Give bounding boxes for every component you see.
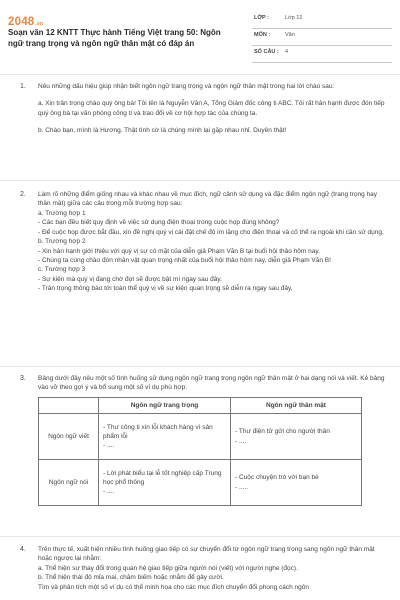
usage-table [38,397,362,506]
table-row [39,460,362,506]
divider [0,180,400,181]
table-row [39,414,362,460]
divider [0,536,400,537]
meta-label-lop: LỚP : [254,15,269,21]
table-header-cell: Ngôn ngữ thân mật [231,397,362,413]
cell-text: - Cuộc chuyện trò với bạn bè [235,474,319,482]
cell-text: - .... [235,437,247,445]
table-header-cell [39,397,99,413]
question-2 [20,190,388,294]
cell-text: - Lời phát biểu tại lễ tốt nghiệp cấp Trung học phổ thông [103,469,222,487]
document-header [0,0,400,68]
meta-value-so-cau: 4 [285,49,289,55]
question-body [38,545,388,592]
question-text: a. Trường hợp 1 [38,209,86,217]
question-text: b. Trường hợp 2 [38,238,86,246]
table-row-label: Ngôn ngữ viết [39,414,99,460]
question-body [38,82,388,136]
question-text: Nêu những dấu hiệu giúp nhận biết ngôn ngữ trang trọng và ngôn ngữ thân mật trong hai lời chào sau: [38,83,335,90]
question-body [38,374,388,506]
question-text: - Các bạn đều biết quy định về việc sử dụng điện thoại trong cuộc họp đúng không? [38,219,280,227]
cell-text: - Thư điện tử gửi cho người thân [235,428,330,436]
table-header-cell: Ngôn ngữ trang trọng [99,397,231,413]
question-4 [20,545,388,592]
question-number: 1. [20,83,26,90]
meta-label-mon: MÔN : [254,32,271,38]
cell-text: - Thư công ti xin lỗi khách hàng vì sản phẩm lỗi [103,423,213,441]
question-text: c. Trường hợp 3 [38,266,86,274]
table-row-label: Ngôn ngữ nói [39,460,99,506]
cell-text: - ..... [235,483,248,491]
question-text: - Sự kiện mà quý vị đang chờ đợi sẽ được bật mí ngay sau đây. [38,275,222,283]
meta-row-so-cau [252,46,392,63]
divider [0,366,400,367]
table-header-row [39,397,362,413]
question-text: Bảng dưới đây nêu một số tình huống sử dụng ngôn ngữ trang trọng ngôn ngữ thân mật ở hai dạng nói và viết. Kẻ bảng vào vở theo gợi ý và bổ sung một số ví dụ phù hợp: [38,375,385,392]
brand-tld: .vn [35,21,44,27]
cell-text: - .... [103,442,115,450]
question-text: - Chúng ta cùng chào đón nhân vật quan trọng nhất của buổi hội thảo hôm nay, diễn giả Phạm Văn B! [38,256,331,264]
meta-row-mon [252,29,392,46]
question-text: a. Thể hiện sự thay đổi trong quan hệ giao tiếp giữa người nói (viết) với người nghe (đọc). [38,564,298,572]
meta-value-mon: Văn [285,32,295,38]
question-text: b. Chào bạn, mình là Hương. Thật tình cờ là chúng mình lại gặp nhau nhỉ. Duyên thật! [38,127,287,135]
question-text: a. Xin trân trọng chào quý ông bà! Tôi tên là Nguyễn Văn A, Tổng Giám đốc công ti ABC. Tôi rất hân hạnh được đón tiếp quý ông bà tại văn phòng công ti và trao đổi về cơ hội hợp tác của chúng ta. [38,100,385,117]
question-3 [20,374,388,506]
table-cell [99,460,231,506]
divider [0,74,400,75]
question-number: 2. [20,191,26,198]
question-1 [20,82,388,136]
question-text: Trên thực tế, xuất hiện nhiều tình huống giao tiếp có sự chuyển đổi từ ngôn ngữ trang trọng sang ngôn ngữ thân mật hoặc ngược lại nhằm: [38,546,375,563]
cell-text: - .... [103,488,115,496]
question-text: - Để cuộc họp được bắt đầu, xin đề nghị quý vị cài đặt chế độ im lặng cho điện thoại và cố thể ra ngoài khi cần sử dụng. [38,228,384,236]
question-text: - Xin hân hạnh giới thiệu với quý vị sự có mặt của diễn giả Phạm Văn B tại buổi hội thảo hôm nay. [38,247,320,255]
question-text: Làm rõ những điểm giống nhau và khác nhau về mục đích, ngữ cảnh sử dụng và đặc điểm ngôn ngữ (trang trọng hay thân mật) giữa các câu trong mỗi trường hợp sau: [38,191,378,208]
meta-label-so-cau: SỐ CÂU : [254,49,279,55]
question-text: b. Thể hiện thái độ mỉa mai, châm biếm hoặc nhằm để gây cười. [38,574,224,582]
question-text: Tìm và phân tích một số ví dụ có thể minh họa cho các mục đích chuyển đổi phong cách ngôn [38,583,309,591]
table-cell [231,460,362,506]
table-cell [99,414,231,460]
meta-value-lop: Lớp 12 [285,15,303,21]
document-title: Soạn văn 12 KNTT Thực hành Tiếng Việt trang 50: Ngôn ngữ trang trọng và ngôn ngữ thân mật có đáp án [8,28,221,48]
question-number: 4. [20,546,26,553]
document-meta [252,12,392,63]
meta-row-lop [252,12,392,29]
brand-name: 2048 [8,16,35,28]
question-body [38,190,388,294]
question-text: - Trân trọng thông báo tới toàn thể quý vị về sự kiện quan trọng sẽ diễn ra ngay sau đây. [38,285,293,293]
question-number: 3. [20,375,26,382]
table-cell [231,414,362,460]
